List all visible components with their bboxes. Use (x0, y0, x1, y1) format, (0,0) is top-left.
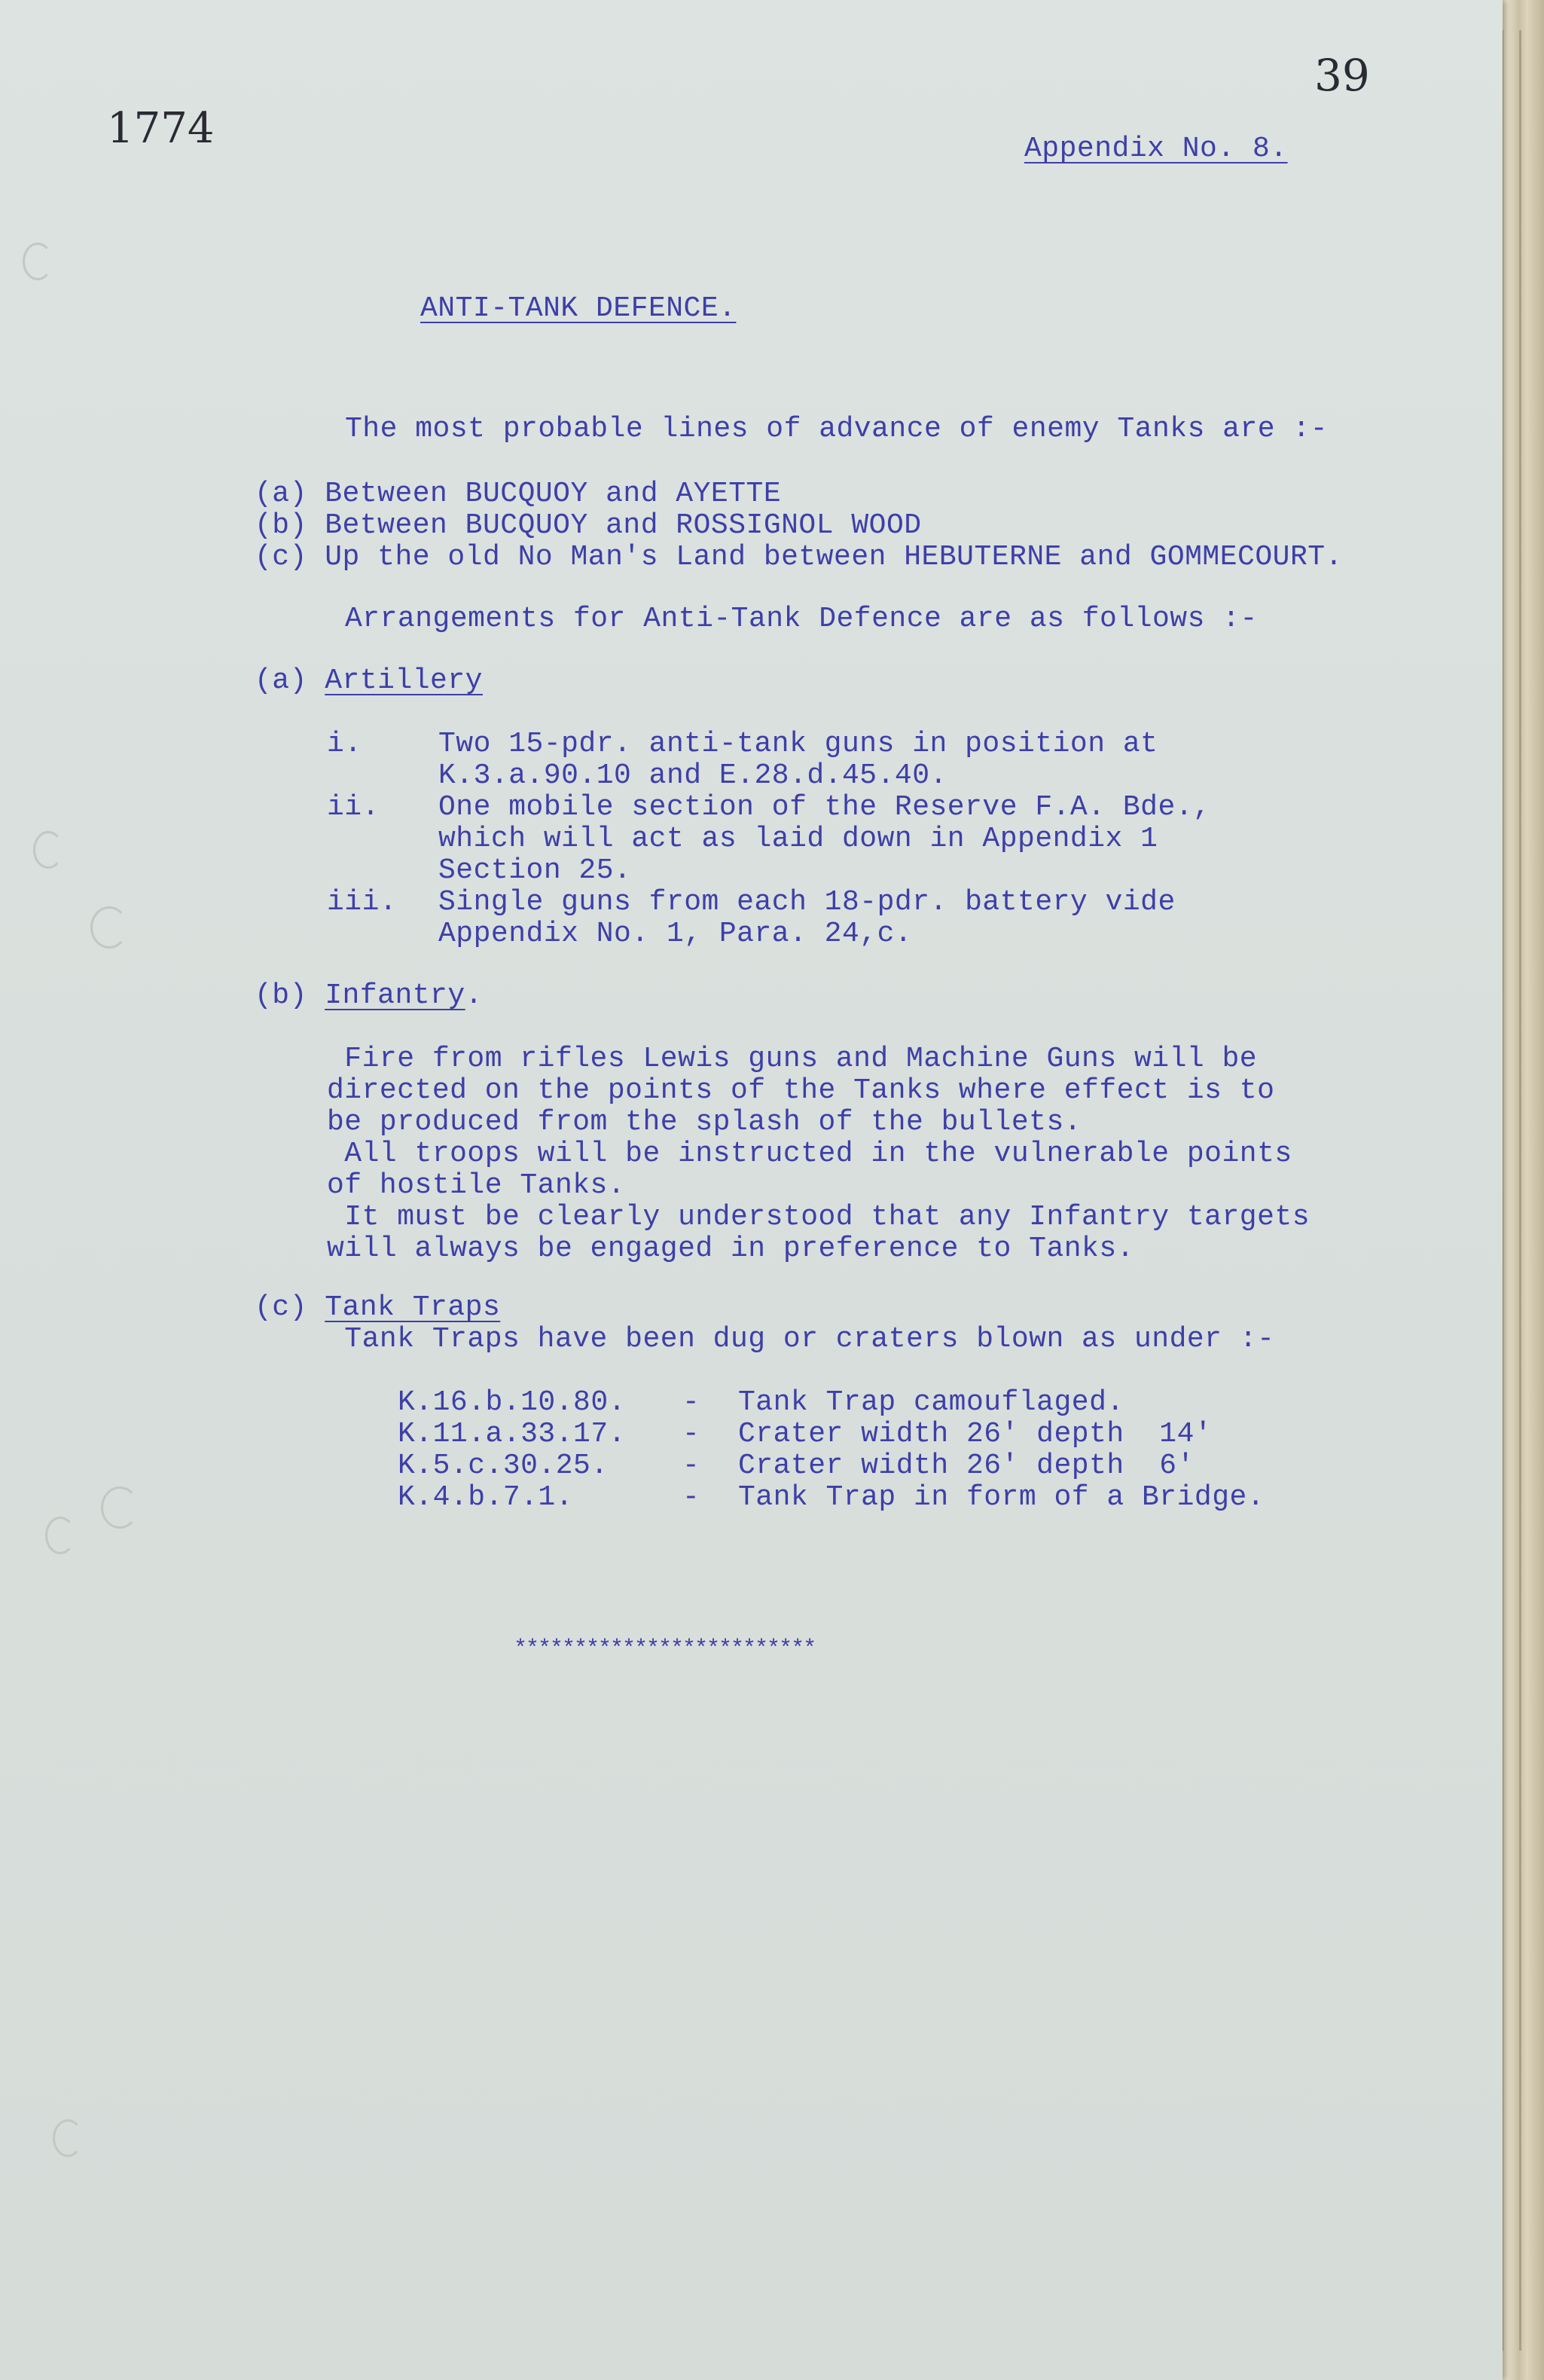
trap-description: Crater width 26' depth 14' (738, 1418, 1213, 1450)
item-line: which will act as laid down in Appendix 1 (438, 823, 1158, 855)
punch-hole-mark (45, 1517, 75, 1554)
item-line: Two 15-pdr. anti-tank guns in position at (438, 728, 1158, 760)
item-number: iii. (327, 886, 398, 918)
section-title: Artillery (325, 665, 483, 697)
paragraph-line: It must be clearly understood that any Infantry targets (327, 1201, 1311, 1233)
section-label: (b) (255, 979, 307, 1012)
item-line: K.3.a.90.10 and E.28.d.45.40. (438, 759, 947, 792)
grid-reference: K.16.b.10.80. (398, 1386, 626, 1419)
document-title: ANTI-TANK DEFENCE. (420, 292, 737, 325)
section-heading (255, 665, 483, 697)
punch-hole-mark (101, 1486, 139, 1529)
punch-hole-mark (33, 831, 63, 869)
section-title: Tank Traps (325, 1291, 501, 1324)
appendix-label: Appendix No. 8. (1024, 133, 1288, 165)
list-item-text: Up the old No Man's Land between HEBUTERNE and GOMMECOURT. (325, 541, 1343, 573)
dash: - (682, 1386, 700, 1419)
item-line: Section 25. (438, 854, 632, 887)
dash: - (682, 1450, 700, 1482)
item-number: i. (327, 728, 362, 760)
paragraph-line: All troops will be instructed in the vulnerable points (327, 1138, 1292, 1170)
list-item-label: (b) (255, 509, 307, 542)
punch-hole-mark (53, 2119, 83, 2157)
list-item-label: (c) (255, 541, 307, 573)
list-item (255, 509, 922, 542)
grid-reference: K.11.a.33.17. (398, 1418, 626, 1450)
paragraph-line: be produced from the splash of the bullets. (327, 1106, 1082, 1138)
punch-hole-mark (23, 243, 53, 280)
section-heading (255, 1291, 500, 1324)
grid-reference: K.4.b.7.1. (398, 1481, 574, 1514)
separator-line: ************************* (514, 1636, 816, 1662)
list-item-text: Between BUCQUOY and ROSSIGNOL WOOD (325, 509, 922, 542)
item-line: One mobile section of the Reserve F.A. Bde., (438, 791, 1211, 823)
item-line: Appendix No. 1, Para. 24,c. (438, 918, 913, 950)
punch-hole-mark (90, 906, 128, 949)
paragraph-line: directed on the points of the Tanks where effect is to (327, 1074, 1275, 1107)
list-item (255, 541, 1343, 573)
folder-line (1519, 30, 1521, 2351)
tank-traps-intro: Tank Traps have been dug or craters blown as under :- (327, 1323, 1275, 1355)
list-item (255, 478, 781, 510)
section-label: (a) (255, 665, 307, 697)
trap-description: Crater width 26' depth 6' (738, 1450, 1195, 1482)
reference-number: 1774 (107, 104, 215, 153)
list-item-text: Between BUCQUOY and AYETTE (325, 478, 782, 510)
dash: - (682, 1418, 700, 1450)
item-line: Single guns from each 18-pdr. battery vide (438, 886, 1176, 918)
item-number: ii. (327, 791, 380, 823)
arrangements-intro: Arrangements for Anti-Tank Defence are as follows :- (345, 603, 1258, 635)
grid-reference: K.5.c.30.25. (398, 1450, 609, 1482)
paragraph-line: of hostile Tanks. (327, 1169, 626, 1202)
list-item-label: (a) (255, 478, 307, 510)
page-number: 39 (1314, 50, 1370, 101)
trap-description: Tank Trap in form of a Bridge. (738, 1481, 1265, 1514)
section-heading: (b) Infantry. (255, 979, 483, 1012)
dash: - (682, 1481, 700, 1514)
paragraph-line: Fire from rifles Lewis guns and Machine Guns will be (327, 1043, 1258, 1075)
section-label: (c) (255, 1291, 307, 1324)
trap-description: Tank Trap camouflaged. (738, 1386, 1124, 1419)
section-title: Infantry (325, 979, 465, 1012)
paragraph-line: will always be engaged in preference to Tanks. (327, 1233, 1134, 1265)
intro-paragraph: The most probable lines of advance of enemy Tanks are :- (345, 413, 1329, 445)
